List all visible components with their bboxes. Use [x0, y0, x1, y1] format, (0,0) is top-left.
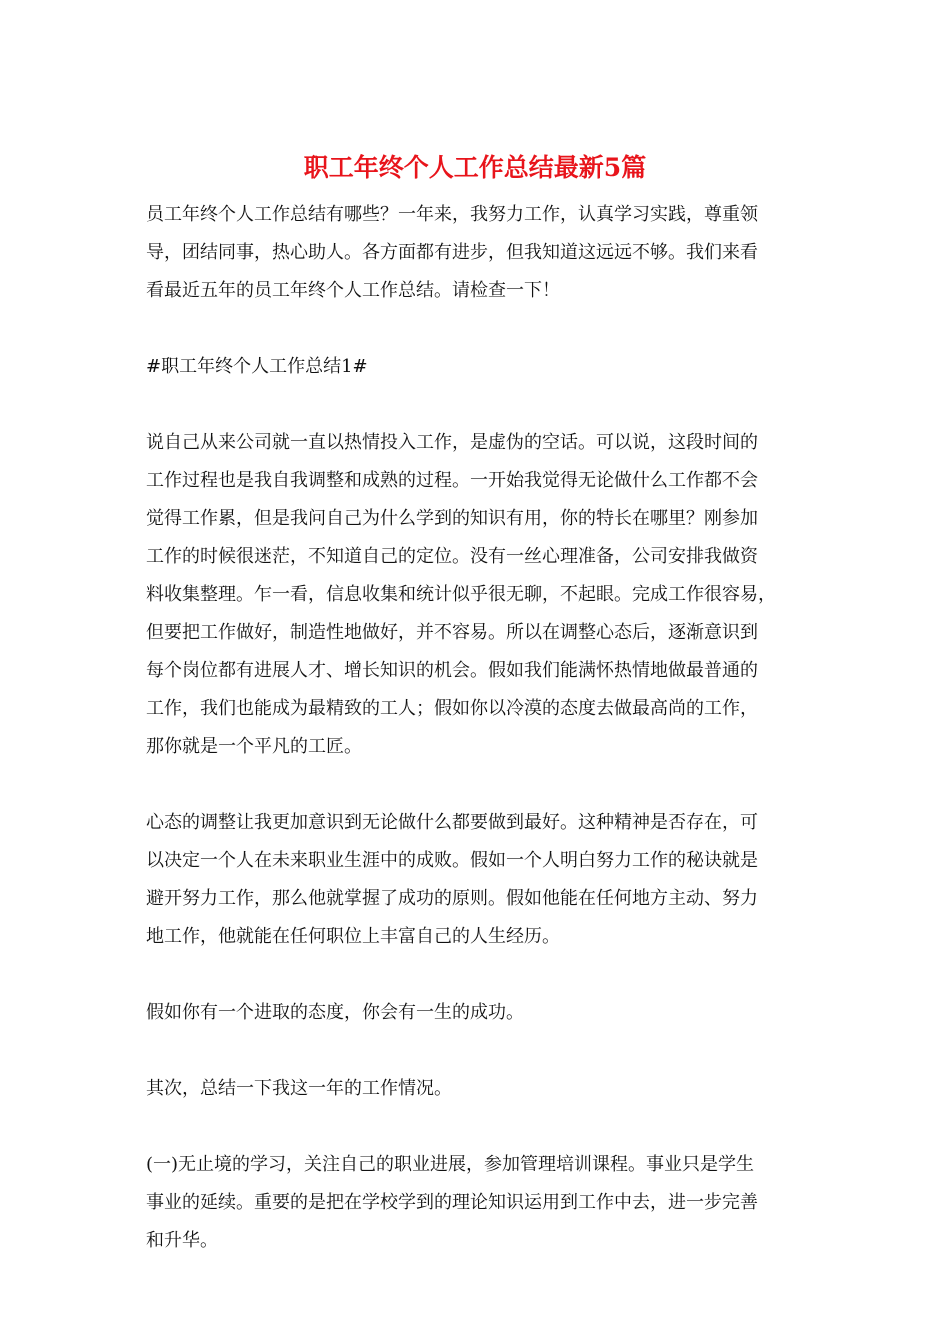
- text-line: 员工年终个人工作总结有哪些？一年来，我努力工作，认真学习实践，尊重领: [146, 204, 758, 225]
- text-line: 看最近五年的员工年终个人工作总结。请检查一下！: [146, 280, 560, 301]
- body-paragraph-2: [146, 804, 810, 956]
- text-line: 但要把工作做好，制造性地做好，并不容易。所以在调整心态后，逐渐意识到: [146, 622, 758, 643]
- text-line: 料收集整理。乍一看，信息收集和统计似乎很无聊，不起眼。完成工作很容易，: [146, 584, 776, 605]
- body-paragraph-1: [146, 424, 810, 766]
- paragraph-spacer: [146, 766, 810, 804]
- paragraph-spacer: [146, 310, 810, 348]
- text-line: 避开努力工作，那么他就掌握了成功的原则。假如他能在任何地方主动、努力: [146, 888, 758, 909]
- paragraph-spacer: [146, 1032, 810, 1070]
- text-line: 其次，总结一下我这一年的工作情况。: [146, 1078, 452, 1099]
- paragraph-spacer: [146, 386, 810, 424]
- paragraph-spacer: [146, 956, 810, 994]
- section-heading-text: #职工年终个人工作总结1#: [146, 356, 368, 377]
- text-line: 工作的时候很迷茫，不知道自己的定位。没有一丝心理准备，公司安排我做资: [146, 546, 758, 567]
- text-line: 地工作，他就能在任何职位上丰富自己的人生经历。: [146, 926, 560, 947]
- text-line: 觉得工作累，但是我问自己为什么学到的知识有用，你的特长在哪里？刚参加: [146, 508, 758, 529]
- text-line: 和升华。: [146, 1230, 218, 1251]
- body-paragraph-4: [146, 1070, 810, 1108]
- text-line: 假如你有一个进取的态度，你会有一生的成功。: [146, 1002, 524, 1023]
- text-line: 说自己从来公司就一直以热情投入工作，是虚伪的空话。可以说，这段时间的: [146, 432, 758, 453]
- section-heading: [146, 348, 810, 386]
- body-paragraph-3: [146, 994, 810, 1032]
- text-line: 工作过程也是我自我调整和成熟的过程。一开始我觉得无论做什么工作都不会: [146, 470, 758, 491]
- text-line: 每个岗位都有进展人才、增长知识的机会。假如我们能满怀热情地做最普通的: [146, 660, 758, 681]
- document-title: 职工年终个人工作总结最新5篇: [303, 153, 647, 182]
- text-line: 工作，我们也能成为最精致的工人；假如你以冷漠的态度去做最高尚的工作，: [146, 698, 758, 719]
- paragraph-spacer: [146, 1108, 810, 1146]
- text-line: (一)无止境的学习，关注自己的职业进展，参加管理培训课程。事业只是学生: [146, 1154, 755, 1175]
- text-line: 以决定一个人在未来职业生涯中的成败。假如一个人明白努力工作的秘诀就是: [146, 850, 758, 871]
- text-line: 导，团结同事，热心助人。各方面都有进步，但我知道这远远不够。我们来看: [146, 242, 758, 263]
- intro-paragraph: [146, 196, 810, 310]
- text-line: 那你就是一个平凡的工匠。: [146, 736, 362, 757]
- text-line: 心态的调整让我更加意识到无论做什么都要做到最好。这种精神是否存在，可: [146, 812, 758, 833]
- text-line: 事业的延续。重要的是把在学校学到的理论知识运用到工作中去，进一步完善: [146, 1192, 758, 1213]
- body-paragraph-5: [146, 1146, 810, 1260]
- document-body: [146, 196, 810, 1260]
